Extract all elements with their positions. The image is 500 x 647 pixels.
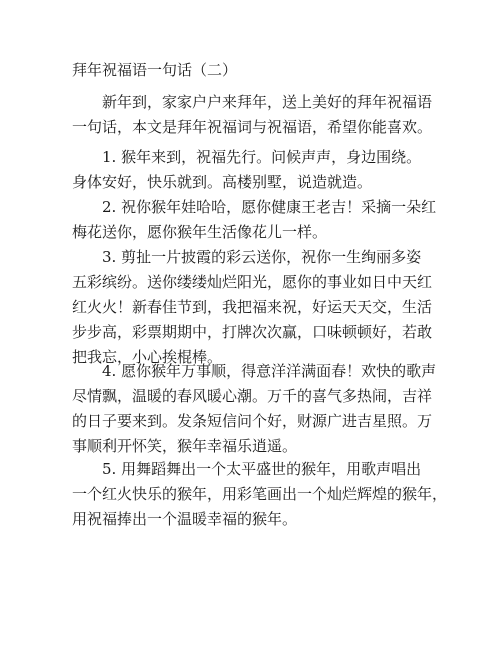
text-line: 尽情飘，温暖的春风暖心潮。万千的喜气多热闹，吉祥 <box>72 387 433 405</box>
text-line: 红火火！新春佳节到，我把福来祝，好运天天交，生活 <box>72 298 433 316</box>
wish-paragraph-5 <box>72 457 448 532</box>
text-line: 步步高，彩票期期中，打牌次次赢，口味顿顿好，若敢 <box>72 323 433 341</box>
text-line: 梅花送你，愿你猴年生活像花儿一样。 <box>72 223 328 241</box>
intro-paragraph <box>72 90 442 140</box>
text-line: 事顺利开怀笑，猴年幸福乐逍遥。 <box>72 437 298 455</box>
text-line: 1. 猴年来到，祝福先行。问候声声，身边围绕。 <box>102 148 422 166</box>
text-line: 五彩缤纷。送你缕缕灿烂阳光，愿你的事业如日中天红 <box>72 273 433 291</box>
text-line: 5. 用舞蹈舞出一个太平盛世的猴年，用歌声唱出 <box>102 460 422 478</box>
wish-paragraph-3 <box>72 245 442 370</box>
text-line: 的日子要来到。发条短信问个好，财源广进吉星照。万 <box>72 412 433 430</box>
text-line: 把我忘，小心挨棍棒。 <box>72 348 223 366</box>
text-line: 用祝福捧出一个温暖幸福的猴年。 <box>72 510 298 528</box>
document-title: 拜年祝福语一句话（二） <box>72 61 238 79</box>
text-line: 4. 愿你猴年万事顺，得意洋洋满面春！欢快的歌声 <box>102 362 437 380</box>
text-line: 身体安好，快乐就到。高楼别墅，说造就造。 <box>72 173 373 191</box>
text-line: 新年到，家家户户来拜年，送上美好的拜年祝福语 <box>102 93 433 111</box>
text-line: 一个红火快乐的猴年，用彩笔画出一个灿烂辉煌的猴年， <box>72 485 448 503</box>
wish-paragraph-4 <box>72 359 442 459</box>
wish-paragraph-2 <box>72 195 442 245</box>
text-line: 3. 剪扯一片披霞的彩云送你，祝你一生绚丽多姿 <box>102 248 422 266</box>
text-line: 2. 祝你猴年娃哈哈，愿你健康王老吉！采摘一朵红 <box>102 198 437 216</box>
wish-paragraph-1 <box>72 145 442 195</box>
text-line: 一句话，本文是拜年祝福词与祝福语，希望你能喜欢。 <box>72 118 433 136</box>
